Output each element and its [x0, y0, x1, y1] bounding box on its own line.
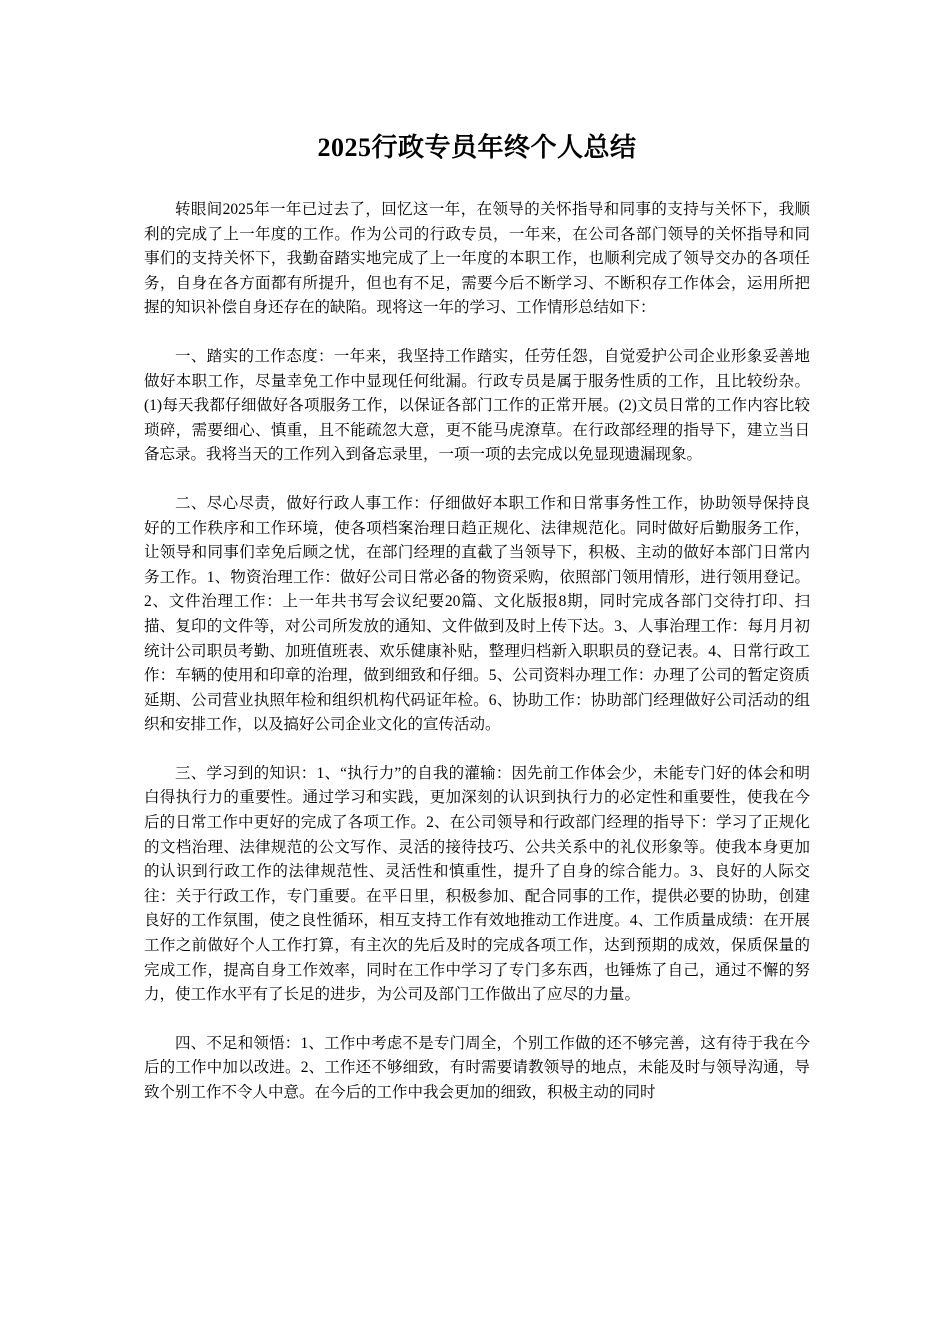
- document-title: 2025行政专员年终个人总结: [317, 133, 637, 162]
- paragraph-section-3: 三、学习到的知识：1、“执行力”的自我的灌输：因先前工作体会少，未能专门好的体会和明白得执行力的重要性。通过学习和实践，更加深刻的认识到执行力的必定性和重要性，使我在今后的日常工作中更好的完成了各项工作。2、在公司领导和行政部门经理的指导下：学习了正规化的文档治理、法律规范的公文写作、灵活的接待技巧、公共关系中的礼仪形象等。使我本身更加的认识到行政工作的法律规范性、灵活性和慎重性，提升了自身的综合能力。3、良好的人际交往：关于行政工作，专门重要。在平日里，积极参加、配合同事的工作，提供必要的协助，创建良好的工作氛围，使之良性循环，相互支持工作有效地推动工作进度。4、工作质量成绩：在开展工作之前做好个人工作打算，有主次的先后及时的完成各项工作，达到预期的成效，保质保量的完成工作，提高自身工作效率，同时在工作中学习了专门多东西，也锤炼了自己，通过不懈的努力，使工作水平有了长足的进步，为公司及部门工作做出了应尽的力量。: [144, 764, 810, 1004]
- paragraph-intro: 转眼间2025年一年已过去了，回忆这一年，在领导的关怀指导和同事的支持与关怀下，我顺利的完成了上一年度的工作。作为公司的行政专员，一年来，在公司各部门领导的关怀指导和同事们的支持关怀下，我勤奋踏实地完成了上一年度的本职工作，也顺利完成了领导交办的各项任务，自身在各方面都有所提升，但也有不足，需要今后不断学习、不断积存工作体会，运用所把握的知识补偿自身还存在的缺陷。现将这一年的学习、工作情形总结如下：: [144, 201, 810, 317]
- document-page: [144, 128, 810, 1106]
- paragraph-section-4: 四、不足和领悟：1、工作中考虑不是专门周全，个别工作做的还不够完善，这有待于我在今后的工作中加以改进。2、工作还不够细致，有时需要请教领导的地点，未能及时与领导沟通，导致个别工作不令人中意。在今后的工作中我会更加的细致，积极主动的同时: [144, 1034, 810, 1101]
- document-body: [144, 198, 810, 1106]
- paragraph-section-1: 一、踏实的工作态度：一年来，我坚持工作踏实，任劳任怨，自觉爱护公司企业形象妥善地做好本职工作，尽量幸免工作中显现任何纰漏。行政专员是属于服务性质的工作，且比较纷杂。(1)每天我都仔细做好各项服务工作，以保证各部门工作的正常开展。(2)文员日常的工作内容比较琐碎，需要细心、慎重，且不能疏忽大意，更不能马虎潦草。在行政部经理的指导下，建立当日备忘录。我将当天的工作列入到备忘录里，一项一项的去完成以免显现遗漏现象。: [144, 347, 810, 464]
- paragraph-section-2: 二、尽心尽责，做好行政人事工作：仔细做好本职工作和日常事务性工作，协助领导保持良好的工作秩序和工作环境，使各项档案治理日趋正规化、法律规范化。同时做好后勤服务工作，让领导和同事们幸免后顾之忧，在部门经理的直截了当领导下，积极、主动的做好本部门日常内务工作。1、物资治理工作：做好公司日常必备的物资采购，依照部门领用情形，进行领用登记。2、文件治理工作：上一年共书写会议纪要20篇、文化版报8期，同时完成各部门交待打印、扫描、复印的文件等，对公司所发放的通知、文件做到及时上传下达。3、人事治理工作：每月月初统计公司职员考勤、加班值班表、欢乐健康补贴，整理归档新入职职员的登记表。4、日常行政工作：车辆的使用和印章的治理，做到细致和仔细。5、公司资料办理工作：办理了公司的暂定资质延期、公司营业执照年检和组织机构代码证年检。6、协助工作：协助部门经理做好公司活动的组织和安排工作，以及搞好公司企业文化的宣传活动。: [144, 494, 810, 734]
